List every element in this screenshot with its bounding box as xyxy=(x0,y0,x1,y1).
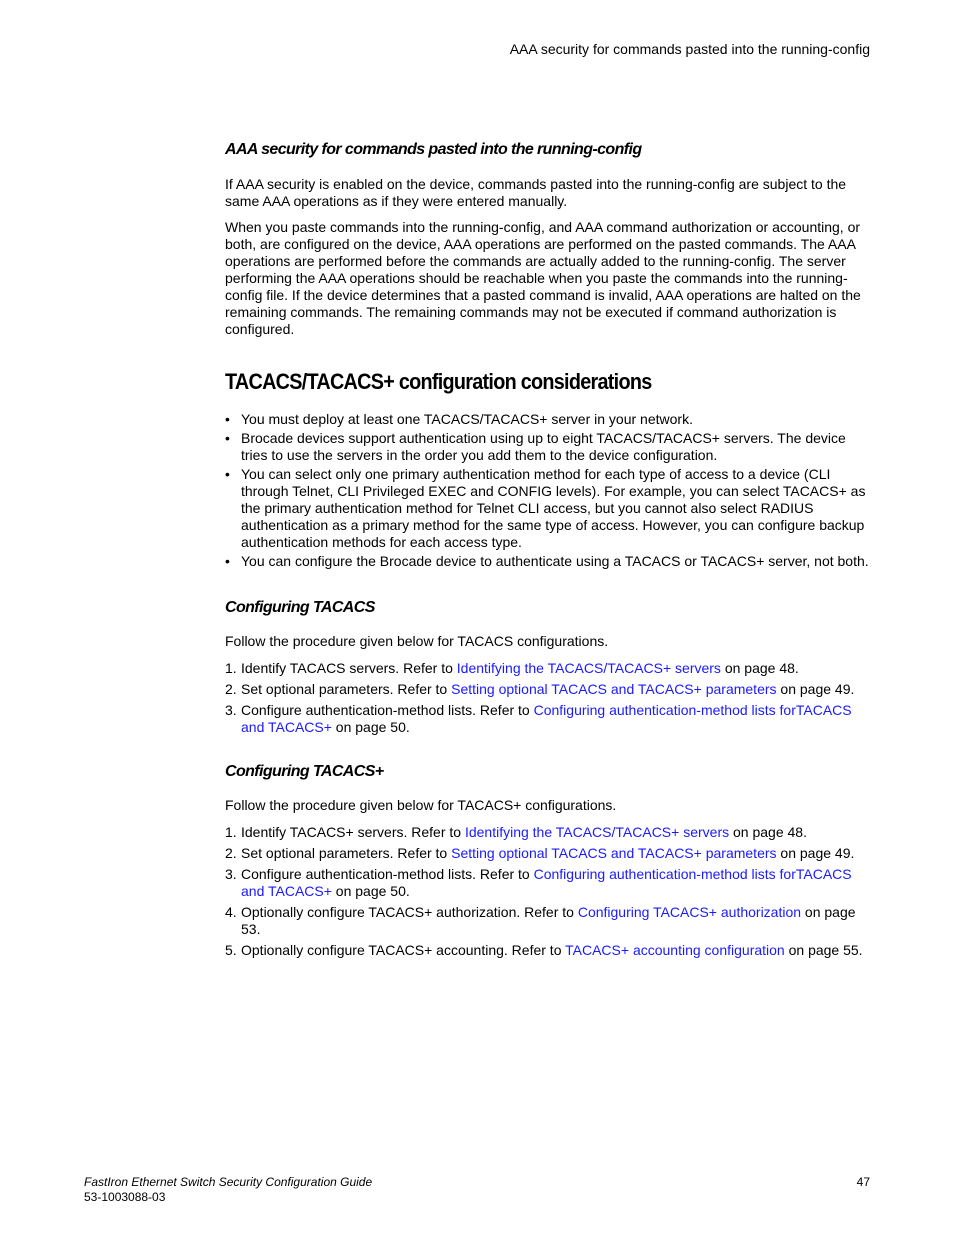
aaa-paragraph-2: When you paste commands into the running-config, and AAA command authorization or accounting, or both, are configured on the device, AAA operations are performed on the pasted commands. The AAA operations are performed before the commands are actually added to the running-config. The server performing the AAA operations should be reachable when you paste the commands into the running-config file. If the device determines that a pasted command is invalid, AAA operations are halted on the remaining commands. The remaining commands may not be executed if command authorization is configured. xyxy=(225,219,861,337)
list-item: • You can configure the Brocade device to authenticate using a TACACS or TACACS+ server, not both. xyxy=(225,553,870,570)
xref-link[interactable]: TACACS+ accounting configuration xyxy=(565,942,785,958)
configuring-tacacs-plus-intro: Follow the procedure given below for TACACS+ configurations. xyxy=(225,797,617,813)
tacacs-plus-steps-list xyxy=(225,824,870,959)
list-item: • Brocade devices support authentication using up to eight TACACS/TACACS+ servers. The device tries to use the servers in the order you add them to the device configuration. xyxy=(225,430,870,464)
tacacs-steps-list xyxy=(225,660,870,736)
list-item: 1. Identify TACACS+ servers. Refer to Identifying the TACACS/TACACS+ servers on page 48. xyxy=(225,824,807,840)
xref-link[interactable]: Setting optional TACACS and TACACS+ parameters xyxy=(451,681,777,697)
footer-page-number: 47 xyxy=(856,1175,870,1189)
list-item: 5. Optionally configure TACACS+ accounting. Refer to TACACS+ accounting configuration on page 55. xyxy=(225,942,863,958)
list-item: 2. Set optional parameters. Refer to Setting optional TACACS and TACACS+ parameters on page 49. xyxy=(225,681,855,697)
list-item: • You must deploy at least one TACACS/TACACS+ server in your network. xyxy=(225,411,870,428)
configuring-tacacs-intro: Follow the procedure given below for TACACS configurations. xyxy=(225,633,609,649)
xref-link[interactable]: Identifying the TACACS/TACACS+ servers xyxy=(456,660,721,676)
footer-doc-title: FastIron Ethernet Switch Security Configuration Guide xyxy=(84,1175,373,1189)
xref-link[interactable]: Configuring authentication-method lists forTACACS and TACACS+ xyxy=(241,702,852,735)
configuring-tacacs-plus-heading: Configuring TACACS+ xyxy=(225,763,384,780)
list-item: 4. Optionally configure TACACS+ authorization. Refer to Configuring TACACS+ authorization on page 53. xyxy=(225,904,856,937)
page-content xyxy=(225,140,870,963)
aaa-section-heading: AAA security for commands pasted into the running-config xyxy=(225,141,642,158)
xref-link[interactable]: Configuring authentication-method lists forTACACS and TACACS+ xyxy=(241,866,852,899)
xref-link[interactable]: Setting optional TACACS and TACACS+ parameters xyxy=(451,845,777,861)
list-item: 1. Identify TACACS servers. Refer to Identifying the TACACS/TACACS+ servers on page 48. xyxy=(225,660,799,676)
list-item: 2. Set optional parameters. Refer to Setting optional TACACS and TACACS+ parameters on page 49. xyxy=(225,845,855,861)
list-item: 3. Configure authentication-method lists. Refer to Configuring authentication-method lists forTACACS and TACACS+ on page 50. xyxy=(225,702,852,735)
list-item: • You can select only one primary authentication method for each type of access to a device (CLI through Telnet, CLI Privileged EXEC and CONFIG levels). For example, you can select TACACS+ as the primary authentication method for Telnet CLI access, but you cannot also select RADIUS authentication as a primary method for the same type of access. However, you can configure backup authentication methods for each access type. xyxy=(225,466,870,551)
configuring-tacacs-heading: Configuring TACACS xyxy=(225,599,375,616)
page-footer xyxy=(84,1175,870,1205)
running-header: AAA security for commands pasted into the running-config xyxy=(509,41,870,57)
aaa-paragraph-1: If AAA security is enabled on the device, commands pasted into the running-config are subject to the same AAA operations as if they were entered manually. xyxy=(225,176,847,209)
xref-link[interactable]: Identifying the TACACS/TACACS+ servers xyxy=(464,824,730,840)
list-item: 3. Configure authentication-method lists. Refer to Configuring authentication-method lists forTACACS and TACACS+ on page 50. xyxy=(225,866,852,899)
xref-link[interactable]: Configuring TACACS+ authorization xyxy=(577,904,802,920)
footer-doc-number: 53-1003088-03 xyxy=(84,1190,166,1204)
considerations-list xyxy=(225,411,870,570)
tacacs-section-heading: TACACS/TACACS+ configuration considerations xyxy=(225,369,652,394)
